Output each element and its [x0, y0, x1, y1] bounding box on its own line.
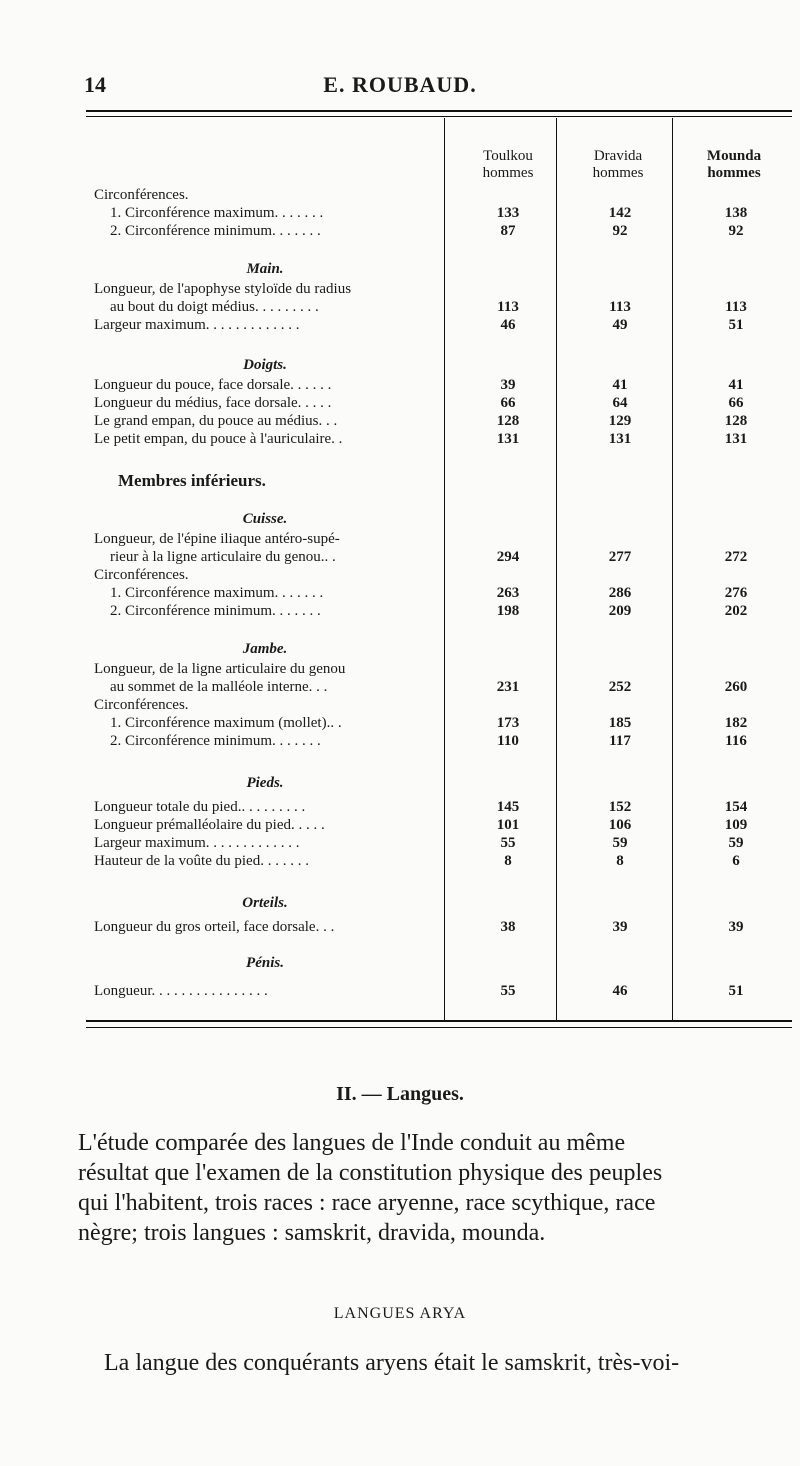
cell-value: 39: [500, 377, 516, 393]
table-subheading: [86, 954, 792, 972]
table-row-label: [86, 186, 792, 204]
table-row: [86, 394, 792, 412]
cell-value: 272: [724, 549, 748, 565]
table-row-label: [86, 660, 792, 678]
table-subheading: [86, 640, 792, 658]
cell-value: 154: [724, 799, 748, 815]
row-label: Longueur du pouce, face dorsale. . . . . .: [94, 377, 332, 393]
cell-value: 133: [496, 205, 520, 221]
cell-value: 131: [496, 431, 520, 447]
table-row: [86, 430, 792, 448]
cell-value: 51: [728, 317, 744, 333]
row-label: Largeur maximum. . . . . . . . . . . . .: [94, 835, 300, 851]
cell-value: 182: [724, 715, 748, 731]
row-label: 2. Circonférence minimum. . . . . . .: [110, 223, 321, 239]
row-label: Longueur du gros orteil, face dorsale. . .: [94, 919, 335, 935]
cell-value: 129: [608, 413, 632, 429]
page-number: 14: [84, 72, 106, 97]
cell-value: 55: [500, 983, 516, 999]
table-subheading: [86, 774, 792, 792]
row-label: 1. Circonférence maximum. . . . . . .: [110, 205, 324, 221]
cell-value: 294: [496, 549, 520, 565]
table-top-rule-thin: [86, 116, 792, 117]
row-label: Pieds.: [246, 775, 284, 791]
cell-value: 109: [724, 817, 748, 833]
table-section-heading: [86, 472, 792, 490]
table-row: [86, 602, 792, 620]
row-label: Longueur, de l'épine iliaque antéro-supé-: [94, 531, 340, 547]
cell-value: 49: [612, 317, 628, 333]
cell-value: 145: [496, 799, 520, 815]
cell-value: 142: [608, 205, 632, 221]
table-row-label: [86, 530, 792, 548]
table-row: [86, 714, 792, 732]
column-header-line: hommes: [482, 165, 534, 181]
row-label: Jambe.: [242, 641, 288, 657]
row-label: rieur à la ligne articulaire du genou.. .: [110, 549, 336, 565]
cell-value: 92: [612, 223, 628, 239]
row-label: Longueur, de l'apophyse styloïde du radius: [94, 281, 352, 297]
column-header-mounda: [676, 148, 792, 182]
cell-value: 101: [496, 817, 520, 833]
cell-value: 276: [724, 585, 748, 601]
cell-value: 87: [500, 223, 516, 239]
cell-value: 41: [728, 377, 744, 393]
table-row: [86, 222, 792, 240]
cell-value: 39: [728, 919, 744, 935]
row-label: Circonférences.: [94, 187, 189, 203]
row-label: Hauteur de la voûte du pied. . . . . . .: [94, 853, 309, 869]
cell-value: 128: [724, 413, 748, 429]
cell-value: 39: [612, 919, 628, 935]
table-row: [86, 376, 792, 394]
cell-value: 152: [608, 799, 632, 815]
row-label: Longueur, de la ligne articulaire du genou: [94, 661, 346, 677]
cell-value: 113: [497, 299, 519, 315]
row-label: Longueur du médius, face dorsale. . . . .: [94, 395, 332, 411]
column-header-line: hommes: [592, 165, 644, 181]
cell-value: 55: [500, 835, 516, 851]
cell-value: 113: [725, 299, 747, 315]
cell-value: 59: [612, 835, 628, 851]
measurement-table: [86, 110, 794, 1030]
section-title: II. — Langues.: [336, 1083, 464, 1105]
column-header-toulkou: [450, 148, 566, 182]
table-row: [86, 316, 792, 334]
row-label: Largeur maximum. . . . . . . . . . . . .: [94, 317, 300, 333]
cell-value: 38: [500, 919, 516, 935]
row-label: 2. Circonférence minimum. . . . . . .: [110, 603, 321, 619]
table-row: [86, 204, 792, 222]
row-label: Longueur prémalléolaire du pied. . . . .: [94, 817, 325, 833]
cell-value: 173: [496, 715, 520, 731]
cell-value: 64: [612, 395, 628, 411]
row-label: Le grand empan, du pouce au médius. . .: [94, 413, 338, 429]
cell-value: 8: [504, 853, 512, 869]
paragraph-line: L'étude comparée des langues de l'Inde conduit au même: [78, 1130, 626, 1156]
table-row: [86, 412, 792, 430]
table-bottom-rule-thin: [86, 1027, 792, 1028]
column-header-dravida: [560, 148, 676, 182]
row-label: Circonférences.: [94, 697, 189, 713]
table-bottom-rule: [86, 1020, 792, 1022]
cell-value: 46: [500, 317, 516, 333]
body-paragraph: [78, 1128, 783, 1248]
cell-value: 117: [609, 733, 631, 749]
row-label: Circonférences.: [94, 567, 189, 583]
cell-value: 59: [728, 835, 744, 851]
page-header: [0, 66, 800, 106]
table-top-rule: [86, 110, 792, 112]
cell-value: 252: [608, 679, 632, 695]
row-label: 2. Circonférence minimum. . . . . . .: [110, 733, 321, 749]
row-label: au bout du doigt médius. . . . . . . . .: [110, 299, 319, 315]
subheading: LANGUES ARYA: [333, 1305, 467, 1322]
cell-value: 185: [608, 715, 632, 731]
cell-value: 231: [496, 679, 520, 695]
cell-value: 131: [608, 431, 632, 447]
row-label: Pénis.: [246, 955, 284, 971]
table-row-label: [86, 566, 792, 584]
cell-value: 46: [612, 983, 628, 999]
row-label: Doigts.: [243, 357, 287, 373]
cell-value: 66: [500, 395, 516, 411]
cell-value: 277: [608, 549, 632, 565]
paragraph-line: nègre; trois langues : samskrit, dravida, mounda.: [78, 1220, 546, 1246]
cell-value: 209: [608, 603, 632, 619]
cell-value: 138: [724, 205, 748, 221]
table-subheading: [86, 260, 792, 278]
cell-value: 198: [496, 603, 520, 619]
row-label: Orteils.: [242, 895, 288, 911]
cell-value: 113: [609, 299, 631, 315]
body-last-line: La langue des conquérants aryens était le samskrit, très-voi-: [104, 1350, 680, 1376]
cell-value: 106: [608, 817, 632, 833]
cell-value: 66: [728, 395, 744, 411]
cell-value: 41: [612, 377, 628, 393]
row-label: 1. Circonférence maximum. . . . . . .: [110, 585, 324, 601]
row-label: au sommet de la malléole interne. . .: [110, 679, 328, 695]
table-row: [86, 584, 792, 602]
table-subheading: [86, 356, 792, 374]
table-row: [86, 982, 792, 1000]
table-subheading: [86, 510, 792, 528]
cell-value: 8: [616, 853, 624, 869]
row-label: 1. Circonférence maximum (mollet).. .: [110, 715, 342, 731]
table-row: [86, 798, 792, 816]
table-row: [86, 918, 792, 936]
cell-value: 202: [724, 603, 748, 619]
cell-value: 286: [608, 585, 632, 601]
table-row: [86, 852, 792, 870]
column-header-line: Toulkou: [483, 148, 533, 164]
cell-value: 51: [728, 983, 744, 999]
cell-value: 6: [732, 853, 740, 869]
cell-value: 263: [496, 585, 520, 601]
column-header-line: Dravida: [593, 148, 643, 164]
row-label: Longueur. . . . . . . . . . . . . . . .: [94, 983, 268, 999]
cell-value: 116: [725, 733, 747, 749]
table-row-label: [86, 280, 792, 298]
table-row: [86, 834, 792, 852]
table-row: [86, 298, 792, 316]
table-row: [86, 548, 792, 566]
row-label: Longueur totale du pied.. . . . . . . . .: [94, 799, 306, 815]
row-label: Le petit empan, du pouce à l'auriculaire. .: [94, 431, 343, 447]
cell-value: 260: [724, 679, 748, 695]
table-row: [86, 816, 792, 834]
row-label: Main.: [246, 261, 284, 277]
table-row: [86, 678, 792, 696]
table-row: [86, 732, 792, 750]
cell-value: 92: [728, 223, 744, 239]
paragraph-line: résultat que l'examen de la constitution physique des peuples: [78, 1160, 663, 1186]
table-row-label: [86, 696, 792, 714]
table-subheading: [86, 894, 792, 912]
column-header-line: hommes: [707, 165, 761, 181]
running-title: E. ROUBAUD.: [323, 72, 477, 97]
row-label: Cuisse.: [242, 511, 288, 527]
paragraph-line: qui l'habitent, trois races : race aryenne, race scythique, race: [78, 1190, 656, 1216]
row-label: Membres inférieurs.: [118, 471, 266, 490]
cell-value: 131: [724, 431, 748, 447]
column-header-line: Mounda: [706, 148, 762, 164]
cell-value: 128: [496, 413, 520, 429]
cell-value: 110: [497, 733, 519, 749]
